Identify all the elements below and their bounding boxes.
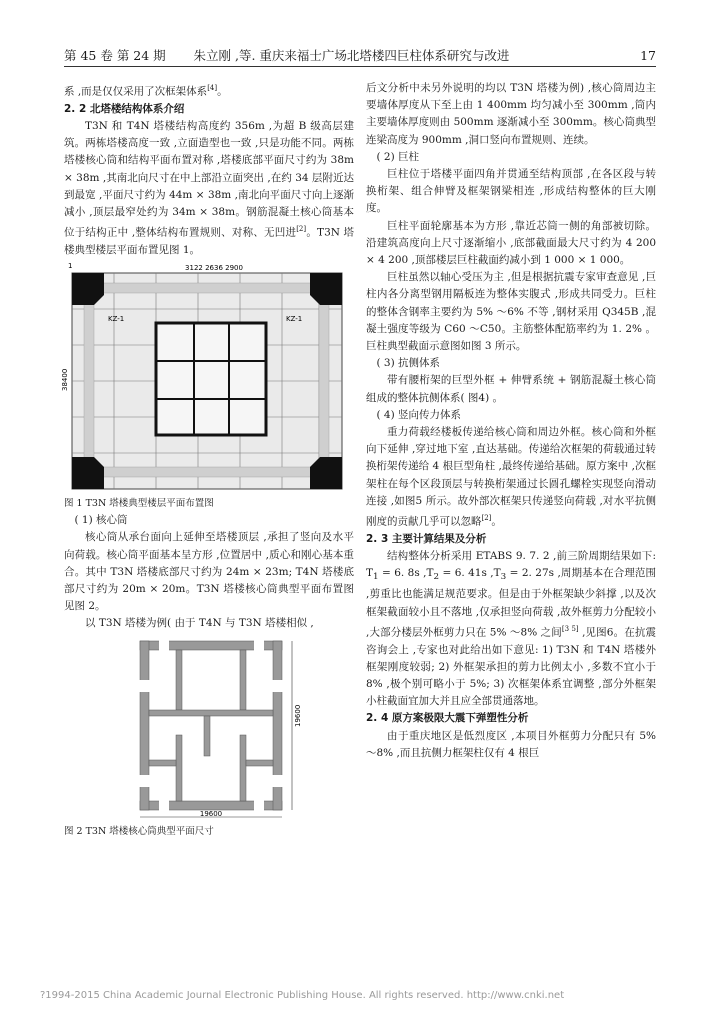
paragraph: 巨柱虽然以轴心受压为主 ,但是根据抗震专家审查意见 ,巨柱内各分离型钢用隔板连为整体实腹式 ,形成共同受力。巨柱的整体含钢率主要约为 5% ～6% 不等 ,钢材采用 Q345B ,混凝土强度等级为 C60 ～C50。主筋整体配筋率约为 1. 2% 。巨柱典型截面示意图如图 3 所示。 (366, 271, 656, 353)
header-rule (64, 66, 656, 67)
paragraph: 核心筒从承台面向上延伸至塔楼顶层 ,承担了竖向及水平向荷载。核心筒平面基本呈方形 ,位置居中 ,质心和刚心基本重合。其中 T3N 塔楼底部尺寸约为 24m × 23m; T4N 塔楼底部尺寸约为 20m × 20m。T3N 塔楼核心筒典型平面布置图见图 2。 (64, 531, 354, 613)
section-heading: 2. 3 主要计算结果及分析 (366, 532, 487, 545)
paragraph: 带有腰桁架的巨型外框 + 伸臂系统 + 钢筋混凝土核心筒组成的整体抗侧体系( 图4) 。 (366, 374, 656, 404)
figure-2 (64, 635, 354, 821)
floor-plan-drawing (61, 261, 354, 493)
header-left (64, 46, 509, 64)
fig2-right-dimension: 19600 (294, 704, 302, 727)
paragraph: 后文分析中未另外说明的均以 T3N 塔楼为例) ,核心筒周边主要墙体厚度从下至上由 1 400mm 均匀减小至 300mm ,筒内主要墙体厚度则由 500mm 逐渐减小至 300mm。核心筒典型连梁高度为 900mm ,洞口竖向布置规则、连续。 (366, 82, 656, 146)
page-number: 17 (640, 48, 656, 63)
figure-2-caption: 图 2 T3N 塔楼核心筒典型平面尺寸 (64, 825, 214, 837)
citation: [3 5] (561, 624, 579, 633)
subsection-heading: ( 1) 核心筒 (74, 514, 128, 527)
citation: [2] (481, 514, 492, 523)
subsection-heading: ( 2) 巨柱 (376, 150, 420, 163)
fig1-left-dimension: 38400 (61, 368, 69, 392)
paragraph: 巨柱位于塔楼平面四角并贯通至结构顶部 ,在各区段与转换桁架、组合伸臂及框架钢梁相连 ,形成结构整体的巨大刚度。 (366, 168, 656, 215)
figure-1-caption: 图 1 T3N 塔楼典型楼层平面布置图 (64, 498, 214, 510)
paragraph: T3N 和 T4N 塔楼结构高度约 356m ,为超 B 级高层建筑。两栋塔楼高度一致 ,立面造型也一致 ,只是功能不同。两栋塔楼核心筒和结构平面布置对称 ,塔楼底部平面尺寸约为 38m × 38m ,其南北向尺寸在中上部沿立面突出 ,在约 34 层附近达到最宽 ,平面尺寸约为 44m × 38m ,南北向平面尺寸向上逐渐减小 ,顶层最窄处约为 34m × 38m。钢筋混凝土核心筒基本位于结构正中 ,整体结构布置规则、对称、无凹进[2]。T3N 塔楼典型楼层平面布置见图 1。 (64, 119, 354, 256)
paragraph: 系 ,而是仅仅采用了次框架体系[4]。 (64, 84, 228, 98)
core-plan-drawing (64, 635, 354, 821)
citation: [2] (296, 225, 307, 234)
section-heading: 2. 2 北塔楼结构体系介绍 (64, 102, 185, 115)
paragraph: 由于重庆地区是低烈度区 ,本项目外框剪力分配只有 5% ～8% ,而且抗侧力框架柱仅有 4 根巨 (366, 729, 656, 759)
paragraph: 重力荷载经楼板传递给核心筒和周边外框。核心筒和外框向下延伸 ,穿过地下室 ,直达基础。传递给次框架的荷载通过转换桁架传递给 4 根巨型角柱 ,最终传递给基础。原方案中 ,次框架柱在每个区段顶层与转换桁架通过长圆孔螺栓实现竖向滑动连接 ,如图5 所示。故外部次框架只传递竖向荷载 ,对水平抗侧刚度的贡献几乎可以忽略[2]。 (366, 426, 656, 528)
paragraph: 结构整体分析采用 ETABS 9. 7. 2 ,前三阶周期结果如下: $T_1 = 6$. 8s $,T_2 = 6$. 41s $,T_3 = 2$. 27s ,周期基本在合理范围 ,剪重比也能满足规范要求。但是由于外框架缺少斜撑 ,以及次框架截面较小且不落地 ,仅承担竖向荷载 ,故外框剪力分配较小 ,大部分楼层外框剪力只在 5% ～8% 之间[3 5] ,见图6。在抗震咨询会上 ,专家也对此给出如下意见: 1) T3N 和 T4N 塔楼外框架刚度较弱; 2) 外框架承担的剪力比例太小 ,多数不宜小于 8% ,极个别可略小于 5%; 3) 次框架体系宜调整 ,部分外框架小柱截面宜加大并且应全部贯通落地。 (366, 549, 656, 708)
fig1-axis-mark: 1 (68, 262, 73, 271)
right-column (366, 80, 656, 762)
section-heading: 2. 4 原方案极限大震下弹塑性分析 (366, 712, 529, 725)
paragraph: 以 T3N 塔楼为例( 由于 T4N 与 T3N 塔楼相似 , (85, 617, 314, 630)
fig2-bottom-dimension: 19600 (199, 809, 223, 818)
header-authors-title: 朱立刚 ,等. 重庆来福士广场北塔楼四巨柱体系研究与改进 (193, 48, 510, 63)
fig1-column-label: KZ-1 (108, 315, 125, 324)
fig1-column-label: KZ-1 (286, 315, 303, 324)
paragraph: 巨柱平面轮廓基本为方形 ,靠近芯筒一侧的角部被切除。沿建筑高度向上尺寸逐渐缩小 ,底部截面最大尺寸约为 4 200 × 4 200 ,顶部楼层巨柱截面约减小到 1 000 × 1 000。 (366, 219, 656, 267)
copyright-footer: ?1994-2015 China Academic Journal Electronic Publishing House. All rights reserved. http://www.cnki.net (40, 990, 565, 1001)
fig1-top-dimension: 3122 2636 2900 (185, 264, 243, 273)
journal-issue: 第 45 卷 第 24 期 (64, 48, 166, 63)
figure-1 (61, 261, 354, 493)
subsection-heading: ( 3) 抗侧体系 (376, 357, 441, 370)
left-column (61, 80, 354, 840)
subsection-heading: ( 4) 竖向传力体系 (376, 408, 462, 421)
citation: [4] (207, 84, 218, 92)
